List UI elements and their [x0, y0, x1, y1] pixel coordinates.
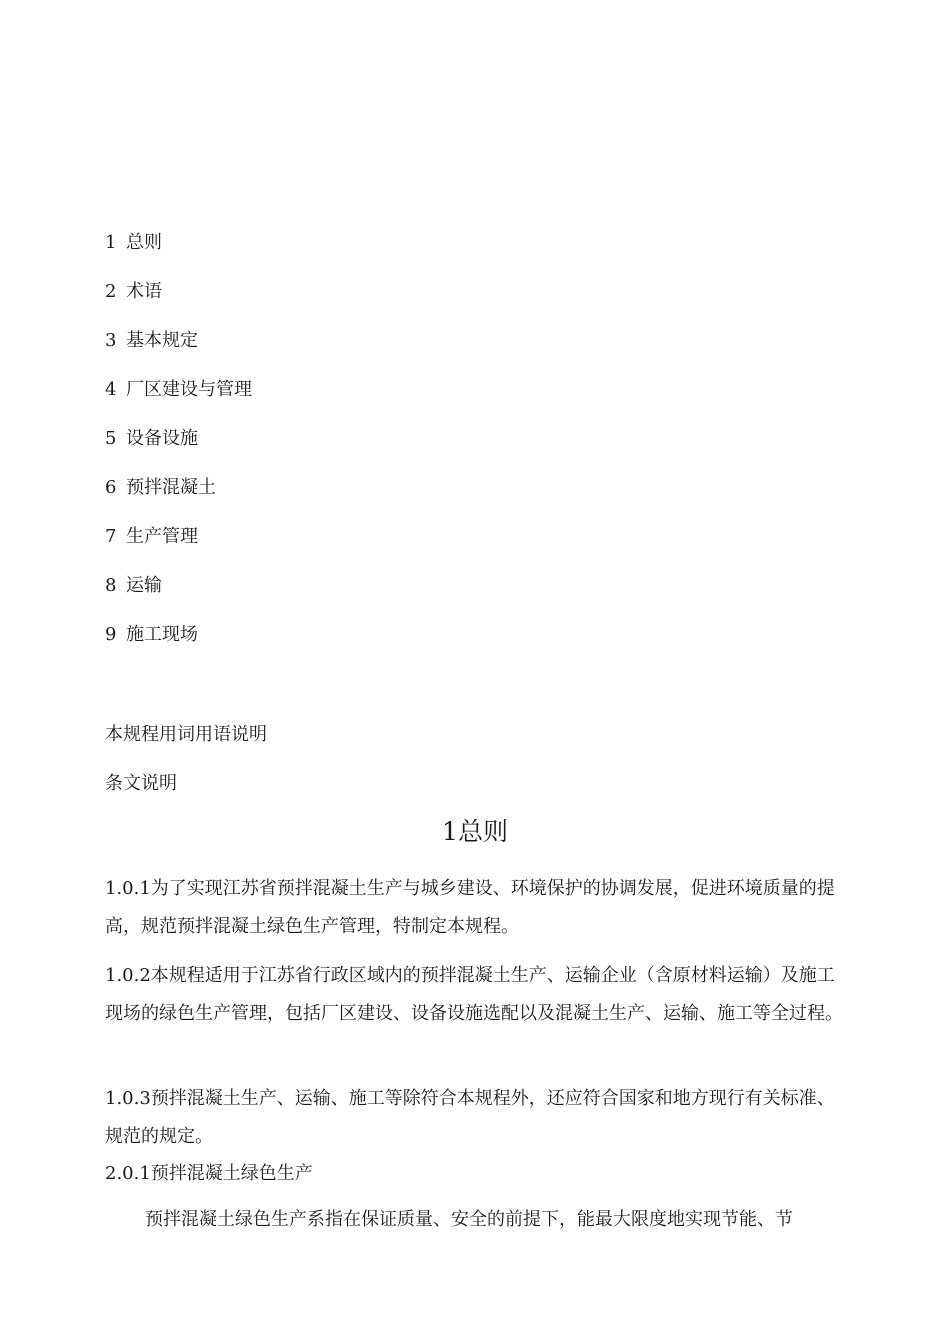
- toc-item-number: 8: [105, 575, 117, 596]
- chapter-title: 1总则: [442, 817, 508, 846]
- toc-item-label: 生产管理: [126, 526, 198, 547]
- toc-item: [105, 280, 252, 329]
- clause-1-0-3: 1.0.3预拌混凝土生产、运输、施工等除符合本规程外，还应符合国家和地方现行有关标准、规范的规定。: [105, 1088, 835, 1147]
- appendix-clause-notes: 条文说明: [105, 773, 177, 794]
- toc-item: [105, 378, 252, 427]
- toc-item-label: 术语: [126, 281, 162, 302]
- toc-item: [105, 574, 252, 623]
- toc-item: [105, 623, 252, 672]
- toc-item-label: 总则: [126, 232, 162, 253]
- toc-item: [105, 427, 252, 476]
- term-heading: 2.0.1预拌混凝土绿色生产: [105, 1163, 313, 1184]
- appendix-terms-note: 本规程用词用语说明: [105, 724, 267, 745]
- toc-item-label: 运输: [126, 575, 162, 596]
- toc-item-number: 7: [105, 526, 117, 547]
- toc-item-label: 基本规定: [126, 330, 198, 351]
- toc-item: [105, 231, 252, 280]
- table-of-contents: [105, 231, 252, 672]
- toc-item-number: 4: [105, 379, 117, 400]
- toc-item-label: 设备设施: [126, 428, 198, 449]
- toc-item-number: 1: [105, 232, 117, 253]
- toc-item: [105, 476, 252, 525]
- toc-item-label: 预拌混凝土: [126, 477, 216, 498]
- toc-item-label: 厂区建设与管理: [126, 379, 252, 400]
- toc-item-number: 3: [105, 330, 117, 351]
- toc-item-label: 施工现场: [126, 624, 198, 645]
- toc-item-number: 9: [105, 624, 117, 645]
- toc-item: [105, 525, 252, 574]
- toc-item-number: 2: [105, 281, 117, 302]
- clause-1-0-1: 1.0.1为了实现江苏省预拌混凝土生产与城乡建设、环境保护的协调发展，促进环境质量的提高，规范预拌混凝土绿色生产管理，特制定本规程。: [105, 878, 835, 937]
- toc-item-number: 5: [105, 428, 117, 449]
- term-body: 预拌混凝土绿色生产系指在保证质量、安全的前提下，能最大限度地实现节能、节: [145, 1209, 793, 1230]
- toc-item: [105, 329, 252, 378]
- clause-1-0-2: 1.0.2本规程适用于江苏省行政区域内的预拌混凝土生产、运输企业（含原材料运输）及施工现场的绿色生产管理，包括厂区建设、设备设施选配以及混凝土生产、运输、施工等全过程。: [105, 965, 843, 1024]
- toc-item-number: 6: [105, 477, 117, 498]
